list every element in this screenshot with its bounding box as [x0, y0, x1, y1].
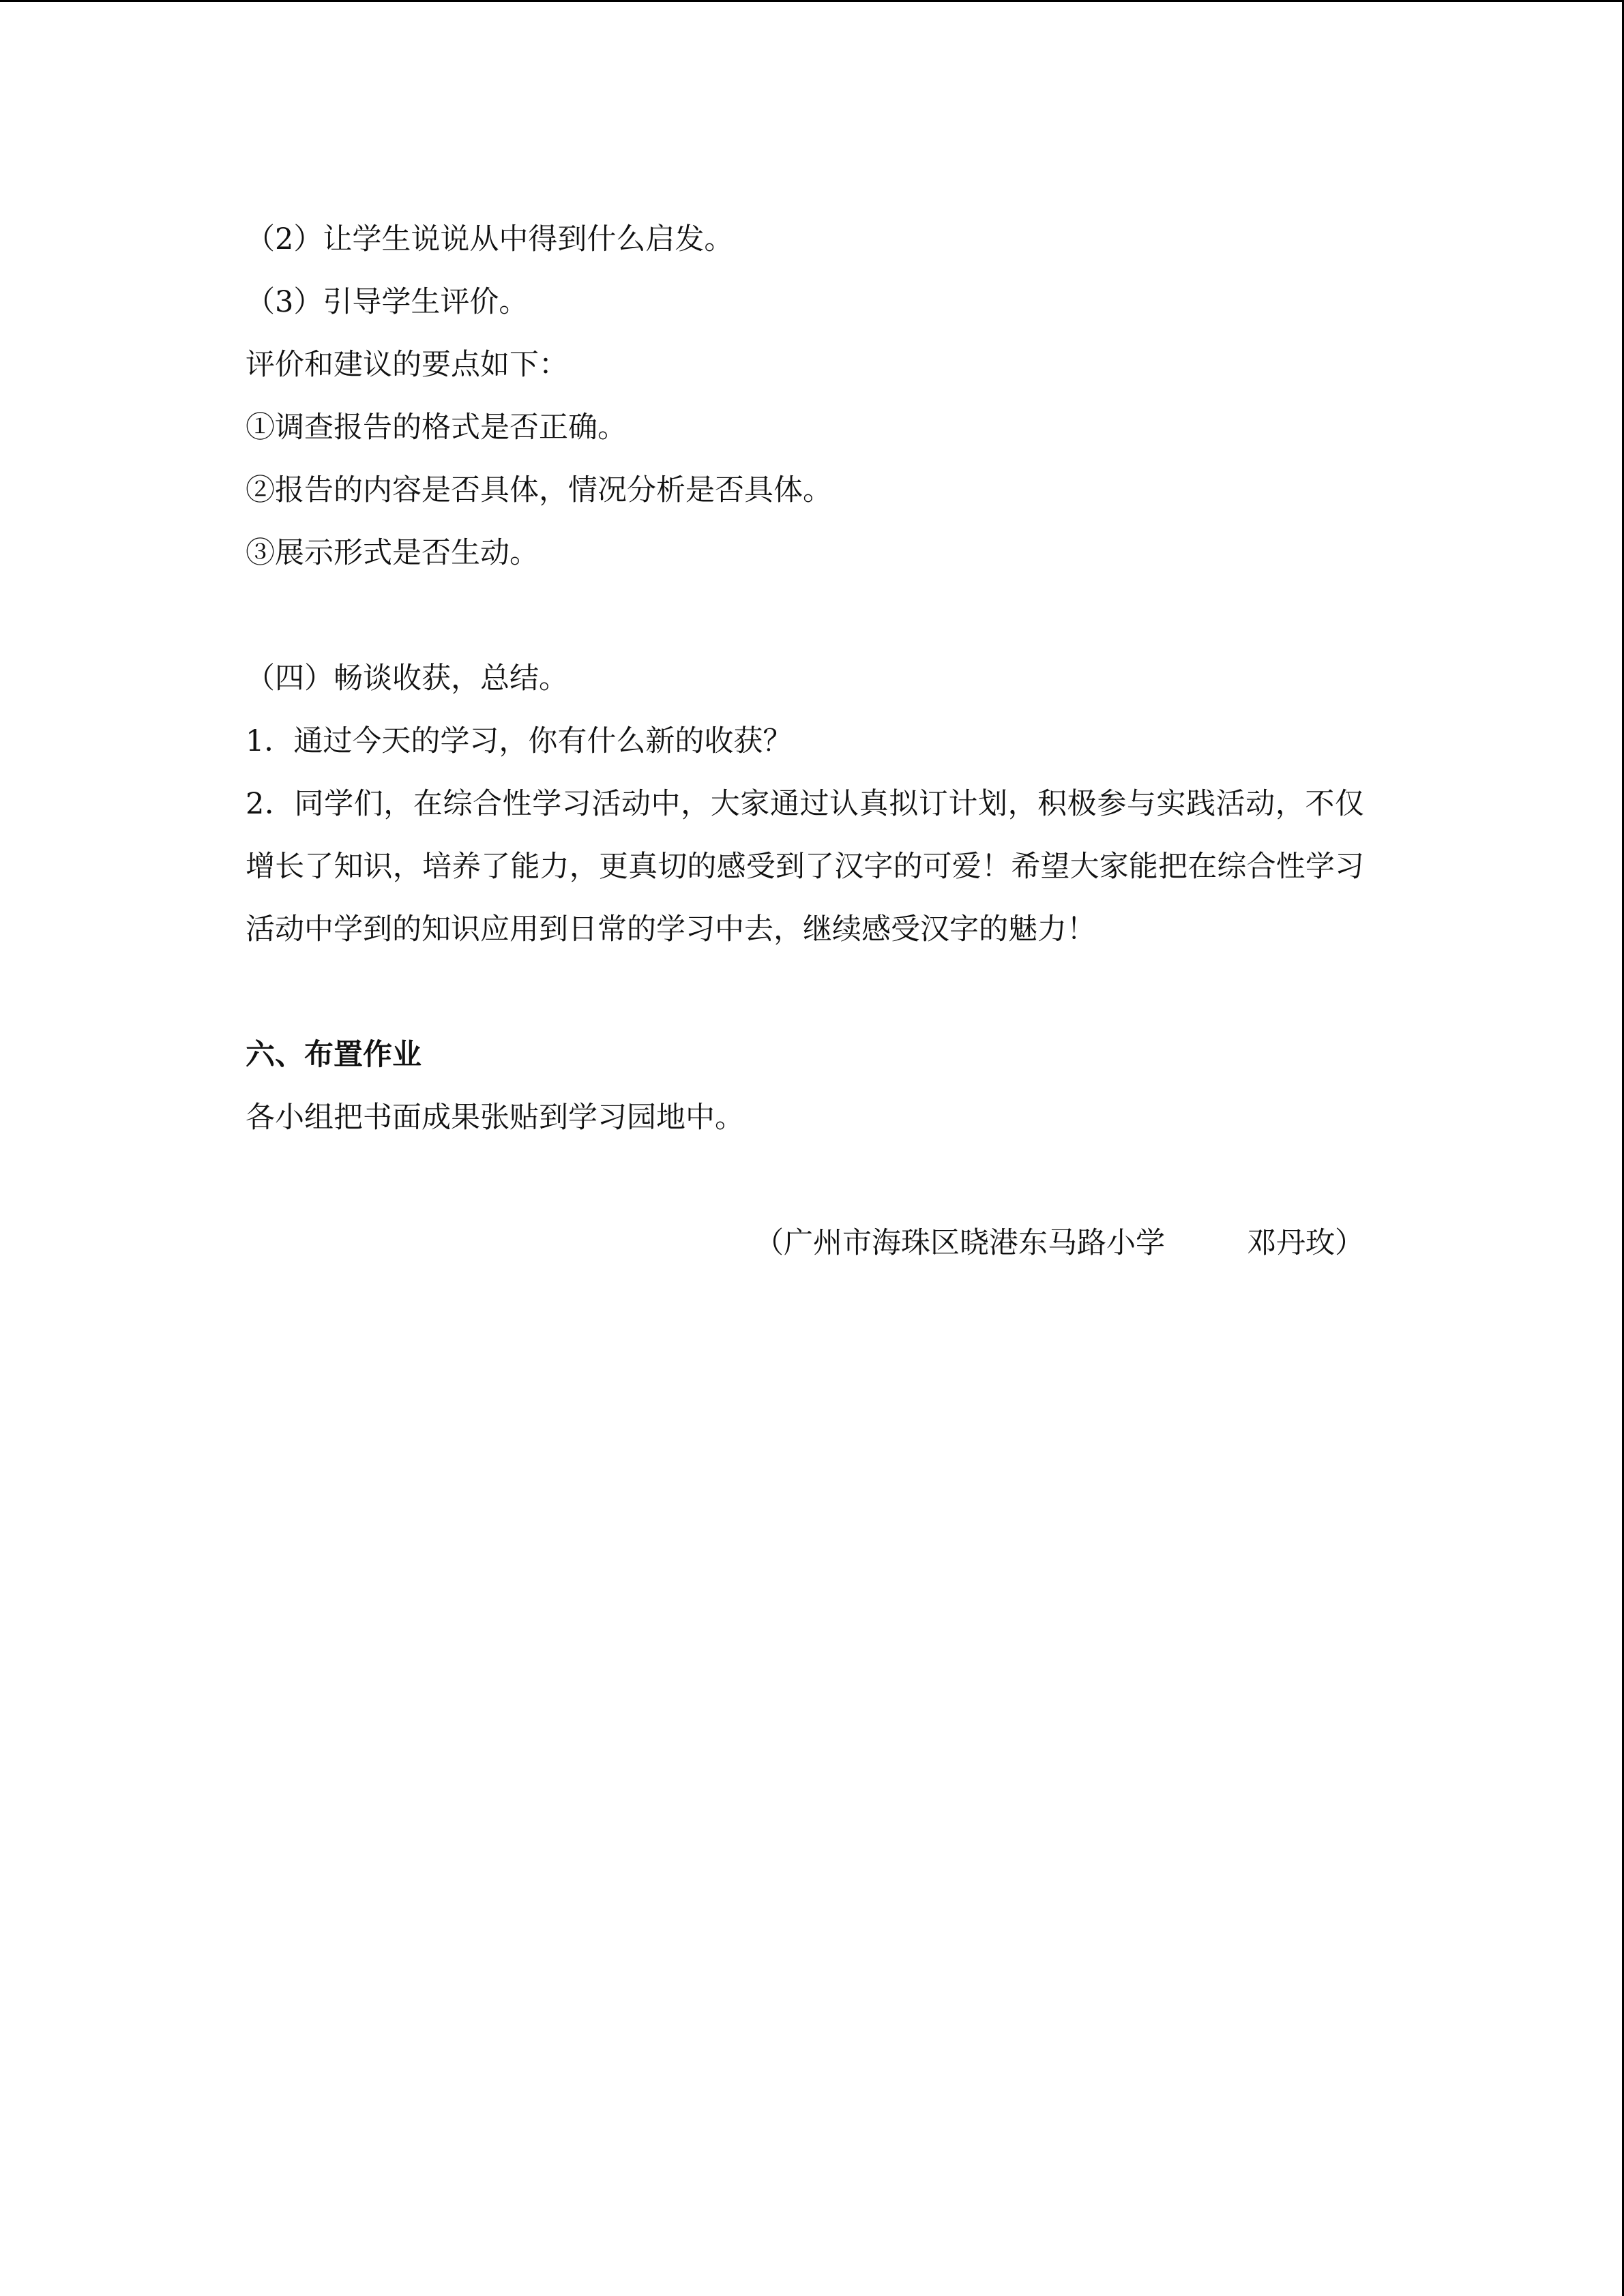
- homework-text: 各小组把书面成果张贴到学习园地中。: [246, 1101, 744, 1135]
- item-3-line: （3）引导学生评价。: [246, 285, 529, 319]
- section-four-title: （四）畅谈收获，总结。: [246, 661, 568, 696]
- spacer: [246, 1149, 1364, 1212]
- author-signature: [246, 1212, 1364, 1274]
- document-body: [246, 208, 1364, 1274]
- spacer: [246, 961, 1364, 1024]
- page-top-border: [0, 0, 1624, 2]
- homework-heading: 六、布置作业: [246, 1038, 422, 1072]
- signature-school: （广州市海珠区晓港东马路小学: [754, 1226, 1165, 1260]
- point-1: 1．通过今天的学习，你有什么新的收获？: [246, 724, 793, 758]
- item-2-line: （2）让学生说说从中得到什么启发。: [246, 222, 734, 256]
- criteria-intro: 评价和建议的要点如下：: [246, 348, 568, 382]
- criterion-3: ③展示形式是否生动。: [246, 536, 539, 570]
- signature-author: 邓丹玫）: [1247, 1226, 1364, 1260]
- criterion-1: ①调查报告的格式是否正确。: [246, 411, 627, 445]
- spacer: [246, 584, 1364, 647]
- point-2-paragraph: 2．同学们，在综合性学习活动中，大家通过认真拟订计划，积极参与实践活动，不仅增长了知识，培养了能力，更真切的感受到了汉字的可爱！希望大家能把在综合性学习活动中学到的知识应用到日常的学习中去，继续感受汉字的魅力！: [246, 787, 1364, 946]
- criterion-2: ②报告的内容是否具体，情况分析是否具体。: [246, 473, 832, 507]
